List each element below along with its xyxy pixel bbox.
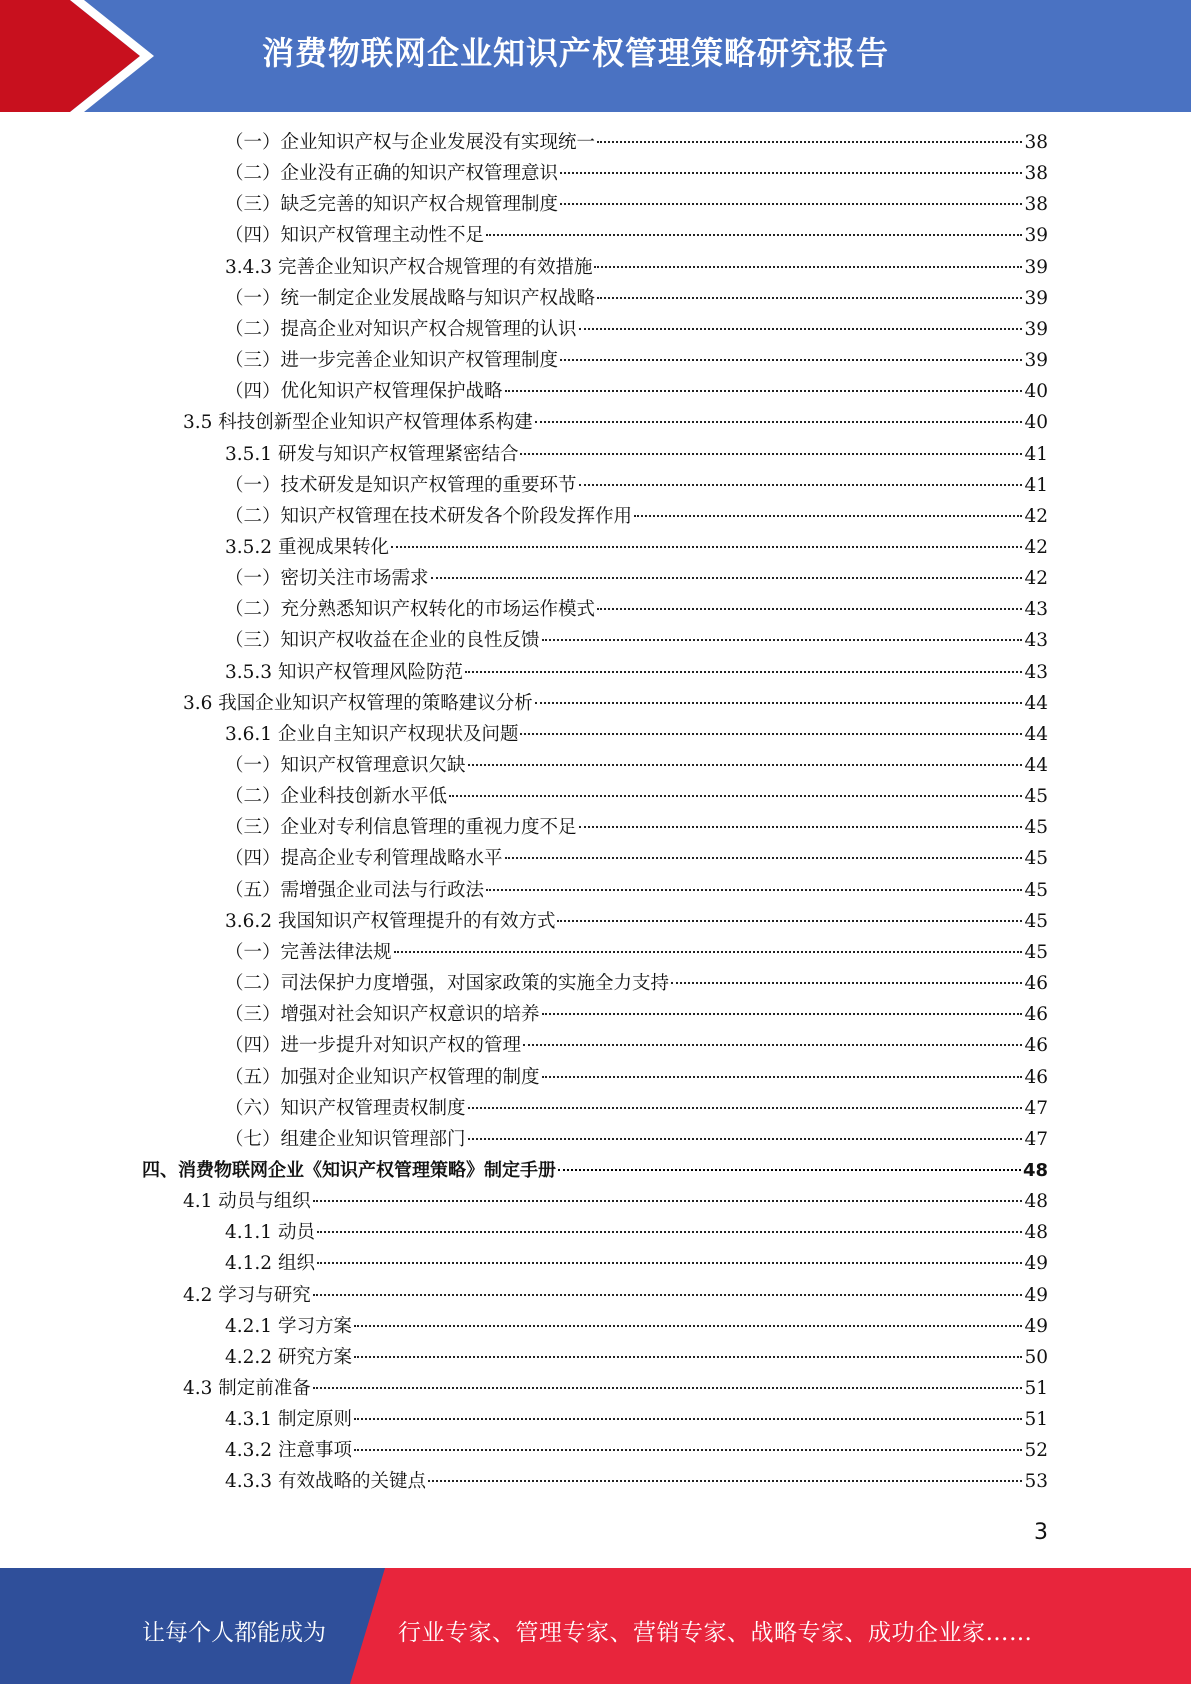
toc-dot-leader (520, 453, 1022, 455)
toc-entry-label: （三）知识产权收益在企业的良性反馈 (225, 630, 540, 652)
toc-dot-leader (560, 359, 1022, 361)
toc-entry-page: 46 (1024, 1004, 1048, 1026)
toc-entry-label: 4.3.2 注意事项 (225, 1440, 352, 1462)
toc-dot-leader (542, 1013, 1023, 1015)
toc-dot-leader (468, 1107, 1023, 1109)
toc-dot-leader (394, 951, 1023, 953)
toc-entry-page: 46 (1024, 1035, 1048, 1057)
toc-entry[interactable] (225, 720, 1048, 751)
toc-entry-page: 45 (1024, 879, 1048, 901)
toc-entry[interactable] (225, 1094, 1048, 1125)
page-footer (0, 1568, 1191, 1684)
toc-entry-page: 38 (1024, 194, 1048, 216)
toc-entry[interactable] (225, 938, 1048, 969)
toc-entry-page: 44 (1024, 723, 1048, 745)
toc-entry-label: 4.3 制定前准备 (183, 1378, 311, 1399)
toc-entry-page: 41 (1024, 474, 1048, 496)
toc-dot-leader (465, 671, 1022, 673)
toc-entry[interactable] (225, 626, 1048, 657)
toc-entry-page: 47 (1024, 1097, 1048, 1119)
toc-entry-label: 3.4.3 完善企业知识产权合规管理的有效措施 (225, 256, 593, 278)
toc-dot-leader (354, 1449, 1023, 1451)
report-title: 消费物联网企业知识产权管理策略研究报告 (262, 34, 890, 72)
toc-entry-label: 四、消费物联网企业《知识产权管理策略》制定手册 (142, 1159, 556, 1181)
toc-dot-leader (468, 1138, 1023, 1140)
toc-entry-page: 52 (1024, 1440, 1048, 1462)
toc-entry[interactable] (225, 377, 1048, 408)
toc-entry-page: 49 (1024, 1284, 1048, 1306)
toc-entry[interactable] (225, 1031, 1048, 1062)
toc-entry-label: （三）增强对社会知识产权意识的培养 (225, 1004, 540, 1026)
toc-entry-page: 42 (1024, 505, 1048, 527)
toc-entry-page: 38 (1024, 132, 1048, 153)
toc-dot-leader (535, 421, 1023, 423)
toc-entry-label: （四）提高企业专利管理战略水平 (225, 848, 503, 870)
toc-dot-leader (558, 1169, 1021, 1171)
toc-entry-label: （一）完善法律法规 (225, 941, 392, 963)
toc-entry[interactable] (183, 689, 1048, 720)
toc-dot-leader (317, 1231, 1023, 1233)
toc-dot-leader (520, 733, 1022, 735)
toc-entry[interactable] (225, 190, 1048, 221)
toc-dot-leader (594, 266, 1022, 268)
toc-entry-label: （五）加强对企业知识产权管理的制度 (225, 1066, 540, 1088)
toc-dot-leader (597, 141, 1022, 143)
toc-entry-page: 43 (1024, 599, 1048, 621)
toc-entry-label: （五）需增强企业司法与行政法 (225, 879, 485, 901)
toc-entry-label: （四）进一步提升对知识产权的管理 (225, 1035, 522, 1057)
page-header (0, 0, 1191, 112)
toc-entry-label: （二）企业科技创新水平低 (225, 786, 448, 808)
toc-entry-label: 3.5.1 研发与知识产权管理紧密结合 (225, 443, 519, 465)
toc-entry[interactable] (183, 1374, 1048, 1405)
toc-entry-page: 45 (1024, 786, 1048, 808)
toc-dot-leader (579, 328, 1023, 330)
toc-entry[interactable] (225, 221, 1048, 252)
toc-entry-label: （七）组建企业知识管理部门 (225, 1128, 466, 1150)
toc-dot-leader (560, 203, 1022, 205)
toc-dot-leader (557, 920, 1022, 922)
toc-entry-page: 42 (1024, 568, 1048, 590)
toc-entry[interactable] (225, 471, 1048, 502)
toc-entry-page: 41 (1024, 443, 1048, 465)
toc-dot-leader (505, 857, 1023, 859)
toc-entry-page: 40 (1024, 412, 1048, 434)
toc-entry-label: 4.1 动员与组织 (183, 1191, 311, 1213)
toc-entry-page: 39 (1024, 287, 1048, 309)
toc-entry[interactable] (225, 844, 1048, 875)
toc-dot-leader (597, 297, 1022, 299)
toc-entry-label: （一）密切关注市场需求 (225, 568, 429, 590)
toc-entry-label: 4.2 学习与研究 (183, 1284, 311, 1306)
toc-entry-label: （一）知识产权管理意识欠缺 (225, 755, 466, 776)
toc-entry-page: 38 (1024, 163, 1048, 185)
toc-entry[interactable] (225, 533, 1048, 564)
toc-entry[interactable] (225, 813, 1048, 844)
toc-entry[interactable] (225, 1249, 1048, 1280)
toc-dot-leader (523, 1044, 1022, 1046)
toc-entry[interactable] (225, 1063, 1048, 1094)
toc-entry-page: 44 (1024, 692, 1048, 714)
toc-dot-leader (431, 577, 1023, 579)
toc-dot-leader (486, 234, 1022, 236)
toc-entry[interactable] (225, 907, 1048, 938)
toc-entry[interactable] (225, 969, 1048, 1000)
toc-entry-label: 4.2.1 学习方案 (225, 1315, 352, 1337)
toc-entry[interactable] (225, 502, 1048, 533)
toc-entry-page: 49 (1024, 1315, 1048, 1337)
toc-entry-label: （二）知识产权管理在技术研发各个阶段发挥作用 (225, 505, 633, 527)
toc-entry-label: 4.1.1 动员 (225, 1222, 315, 1244)
toc-dot-leader (579, 484, 1023, 486)
toc-entry[interactable] (225, 315, 1048, 346)
toc-dot-leader (671, 982, 1022, 984)
toc-entry[interactable] (225, 440, 1048, 471)
toc-dot-leader (354, 1356, 1023, 1358)
toc-entry[interactable] (225, 346, 1048, 377)
toc-entry[interactable] (225, 1218, 1048, 1249)
toc-entry-page: 50 (1024, 1346, 1048, 1368)
toc-dot-leader (579, 826, 1023, 828)
toc-entry[interactable] (225, 751, 1048, 782)
toc-dot-leader (354, 1325, 1023, 1327)
toc-dot-leader (597, 608, 1022, 610)
toc-entry-page: 48 (1022, 1159, 1048, 1181)
toc-entry[interactable] (183, 408, 1048, 439)
toc-entry-label: 3.6 我国企业知识产权管理的策略建议分析 (183, 692, 533, 714)
toc-entry[interactable] (225, 1405, 1048, 1436)
toc-entry-page: 47 (1024, 1128, 1048, 1150)
footer-slogan-left: 让每个人都能成为 (142, 1620, 326, 1646)
header-chevron-decoration (0, 0, 170, 112)
page-number: 3 (1034, 1520, 1048, 1545)
toc-entry-label: （三）企业对专利信息管理的重视力度不足 (225, 817, 577, 839)
toc-entry[interactable] (225, 782, 1048, 813)
toc-entry-label: （六）知识产权管理责权制度 (225, 1097, 466, 1119)
toc-entry-label: （四）知识产权管理主动性不足 (225, 225, 485, 247)
toc-entry-page: 51 (1024, 1409, 1048, 1431)
toc-entry[interactable] (183, 1281, 1048, 1312)
toc-entry-label: 3.6.1 企业自主知识产权现状及问题 (225, 723, 519, 745)
toc-entry-page: 45 (1024, 817, 1048, 839)
toc-entry[interactable] (225, 1343, 1048, 1374)
toc-entry-label: 4.3.3 有效战略的关键点 (225, 1471, 426, 1493)
toc-dot-leader (428, 1480, 1022, 1482)
toc-dot-leader (560, 172, 1022, 174)
toc-entry-label: （四）优化知识产权管理保护战略 (225, 381, 503, 403)
toc-entry-page: 45 (1024, 941, 1048, 963)
toc-entry[interactable] (225, 1436, 1048, 1467)
toc-entry-page: 43 (1024, 630, 1048, 652)
toc-entry-label: （一）企业知识产权与企业发展没有实现统一 (225, 132, 596, 153)
toc-entry-label: 3.5.2 重视成果转化 (225, 536, 389, 558)
toc-entry-page: 40 (1024, 381, 1048, 403)
toc-entry-label: （一）统一制定企业发展战略与知识产权战略 (225, 287, 596, 309)
toc-dot-leader (391, 546, 1022, 548)
toc-entry[interactable] (225, 284, 1048, 315)
toc-entry-page: 39 (1024, 318, 1048, 340)
toc-dot-leader (486, 889, 1022, 891)
toc-entry-label: （二）企业没有正确的知识产权管理意识 (225, 163, 559, 185)
toc-dot-leader (313, 1200, 1023, 1202)
toc-entry[interactable] (225, 1467, 1048, 1498)
toc-dot-leader (313, 1387, 1023, 1389)
toc-entry-page: 53 (1024, 1471, 1048, 1493)
toc-entry-page: 43 (1024, 661, 1048, 683)
toc-dot-leader (505, 390, 1023, 392)
toc-entry-label: 4.2.2 研究方案 (225, 1346, 352, 1368)
toc-entry-label: 3.6.2 我国知识产权管理提升的有效方式 (225, 910, 556, 932)
toc-entry-label: 4.1.2 组织 (225, 1253, 315, 1275)
toc-entry-label: （三）进一步完善企业知识产权管理制度 (225, 350, 559, 372)
toc-entry-label: 3.5 科技创新型企业知识产权管理体系构建 (183, 412, 533, 434)
toc-entry-page: 49 (1024, 1253, 1048, 1275)
toc-entry-page: 46 (1024, 973, 1048, 995)
toc-entry[interactable] (225, 595, 1048, 626)
toc-entry-page: 51 (1024, 1378, 1048, 1399)
toc-dot-leader (542, 639, 1023, 641)
footer-slogan-right: 行业专家、管理专家、营销专家、战略专家、成功企业家…… (398, 1620, 1033, 1646)
toc-entry-page: 46 (1024, 1066, 1048, 1088)
toc-dot-leader (634, 515, 1022, 517)
toc-entry[interactable] (225, 1312, 1048, 1343)
toc-dot-leader (313, 1294, 1023, 1296)
toc-dot-leader (354, 1418, 1023, 1420)
toc-entry-label: （二）司法保护力度增强，对国家政策的实施全力支持 (225, 973, 670, 995)
toc-entry-label: 4.3.1 制定原则 (225, 1409, 352, 1431)
toc-entry-page: 45 (1024, 848, 1048, 870)
toc-entry-page: 39 (1024, 256, 1048, 278)
toc-entry[interactable] (183, 1187, 1048, 1218)
toc-entry[interactable] (225, 159, 1048, 190)
toc-entry[interactable] (225, 1125, 1048, 1156)
toc-entry-label: （二）充分熟悉知识产权转化的市场运作模式 (225, 599, 596, 621)
toc-dot-leader (542, 1076, 1023, 1078)
toc-entry[interactable] (225, 1000, 1048, 1031)
toc-entry-page: 39 (1024, 350, 1048, 372)
toc-dot-leader (468, 764, 1023, 766)
toc-dot-leader (449, 795, 1022, 797)
toc-dot-leader (317, 1262, 1023, 1264)
toc-entry-label: （二）提高企业对知识产权合规管理的认识 (225, 318, 577, 340)
toc-entry[interactable] (225, 128, 1048, 159)
toc-entry-page: 39 (1024, 225, 1048, 247)
toc-entry[interactable] (225, 564, 1048, 595)
toc-entry[interactable] (225, 876, 1048, 907)
toc-entry-page: 45 (1024, 910, 1048, 932)
toc-entry-page: 48 (1024, 1191, 1048, 1213)
toc-entry-page: 48 (1024, 1222, 1048, 1244)
toc-entry-label: 3.5.3 知识产权管理风险防范 (225, 661, 463, 683)
toc-entry[interactable] (225, 253, 1048, 284)
toc-entry[interactable] (142, 1156, 1048, 1187)
toc-dot-leader (535, 702, 1023, 704)
toc-entry-page: 42 (1024, 536, 1048, 558)
toc-entry-page: 44 (1024, 755, 1048, 776)
toc-entry-label: （三）缺乏完善的知识产权合规管理制度 (225, 194, 559, 216)
toc-entry[interactable] (225, 658, 1048, 689)
toc-entry-label: （一）技术研发是知识产权管理的重要环节 (225, 474, 577, 496)
